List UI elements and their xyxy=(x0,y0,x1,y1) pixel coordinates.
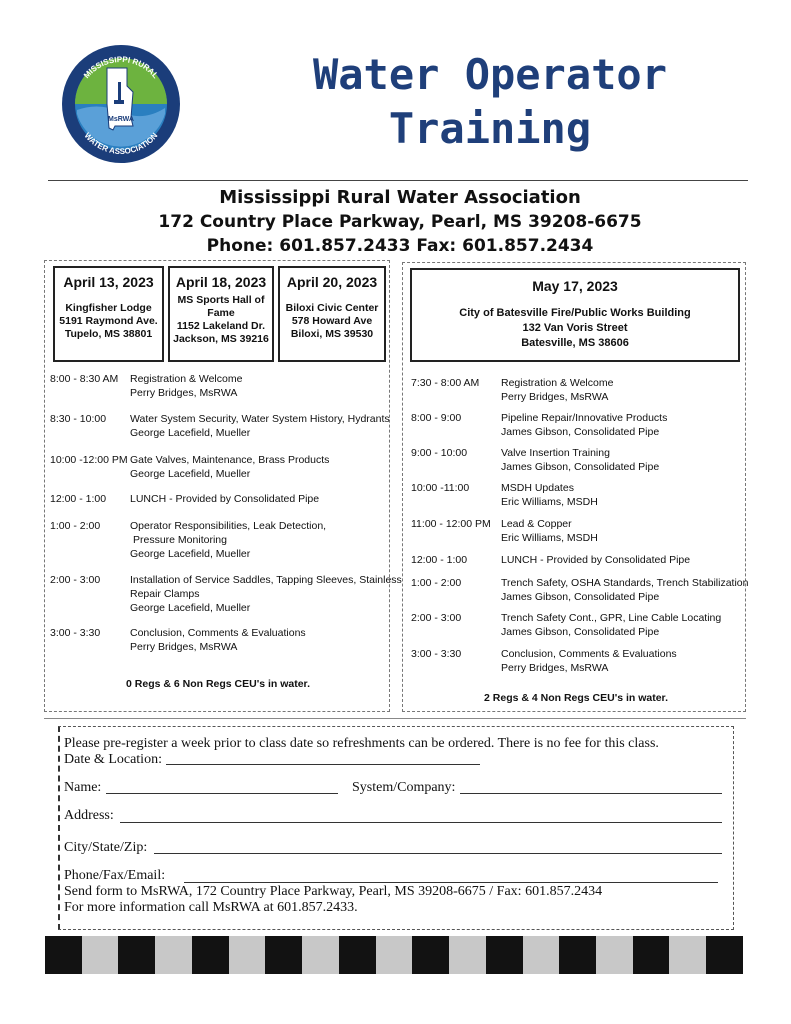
schedule-line: LUNCH - Provided by Consolidated Pipe xyxy=(501,554,691,566)
schedule-time: 9:00 - 10:00 xyxy=(411,447,468,459)
schedule-line: Perry Bridges, MsRWA xyxy=(130,641,238,653)
schedule-time: 11:00 - 12:00 PM xyxy=(411,518,491,530)
schedule-row xyxy=(411,576,749,603)
ceu-credits-left: 0 Regs & 6 Non Regs CEU's in water. xyxy=(126,678,310,690)
logo-top-text: MISSISSIPPI RURAL xyxy=(81,54,161,81)
schedule-description xyxy=(130,412,390,440)
schedule-line: James Gibson, Consolidated Pipe xyxy=(501,591,660,603)
schedule-description xyxy=(130,453,329,481)
venue-line: 132 Van Voris Street xyxy=(522,322,628,334)
decorative-checker-strip xyxy=(45,936,743,974)
schedule-description xyxy=(501,481,598,509)
schedule-time: 3:00 - 3:30 xyxy=(50,627,101,639)
schedule-description xyxy=(130,573,402,615)
schedule-line: Water System Security, Water System History, Hydrants xyxy=(130,413,390,425)
schedule-description xyxy=(130,626,306,654)
schedule-line: Pressure Monitoring xyxy=(133,534,227,546)
date-location-field[interactable] xyxy=(166,764,480,765)
system-company-label: System/Company: xyxy=(352,780,456,795)
schedule-row xyxy=(411,611,741,638)
schedule-description xyxy=(130,372,242,400)
session-date: May 17, 2023 xyxy=(532,278,618,294)
venue-line: Fame xyxy=(207,307,235,319)
schedule-description xyxy=(501,446,659,474)
session-date: April 20, 2023 xyxy=(286,274,378,290)
schedule-line: Perry Bridges, MsRWA xyxy=(501,662,609,674)
logo-bottom-text: WATER ASSOCIATION xyxy=(82,131,160,157)
schedule-line: Perry Bridges, MsRWA xyxy=(130,387,238,399)
schedule-row xyxy=(50,492,386,506)
schedule-description xyxy=(501,647,677,675)
name-label: Name: xyxy=(64,780,102,795)
organization-name: Mississippi Rural Water Association xyxy=(219,187,581,208)
venue-line: Kingfisher Lodge xyxy=(65,302,152,314)
schedule-line: James Gibson, Consolidated Pipe xyxy=(501,461,660,473)
schedule-row xyxy=(50,519,386,560)
schedule-time: 2:00 - 3:00 xyxy=(50,574,101,586)
schedule-line: Registration & Welcome xyxy=(130,373,243,385)
schedule-line: Installation of Service Saddles, Tapping Sleeves, Stainless xyxy=(130,574,402,586)
header-divider xyxy=(48,180,748,181)
venue-line: 578 Howard Ave xyxy=(291,315,373,327)
schedule-line: Eric Williams, MSDH xyxy=(501,496,598,508)
date-location-label: Date & Location: xyxy=(64,752,162,767)
schedule-description xyxy=(130,519,326,561)
name-field[interactable] xyxy=(106,793,338,794)
schedule-line: Operator Responsibilities, Leak Detection, xyxy=(130,520,327,532)
logo-badge-text: MsRWA xyxy=(108,116,134,123)
schedule-description xyxy=(130,492,319,506)
schedule-time: 12:00 - 1:00 xyxy=(50,493,107,505)
schedule-time: 7:30 - 8:00 AM xyxy=(411,377,480,389)
schedule-description xyxy=(501,517,598,545)
organization-address: 172 Country Place Parkway, Pearl, MS 39208-6675 xyxy=(158,212,642,232)
venue-line: Biloxi, MS 39530 xyxy=(290,328,374,340)
ceu-credits-right: 2 Regs & 4 Non Regs CEU's in water. xyxy=(484,692,668,704)
organization-info xyxy=(100,186,700,258)
schedule-time: 10:00 -12:00 PM xyxy=(50,454,128,466)
schedule-row xyxy=(50,412,390,439)
schedule-line: Lead & Copper xyxy=(501,518,572,530)
venue-line: Jackson, MS 39216 xyxy=(173,333,269,345)
contact-field[interactable] xyxy=(184,882,718,883)
schedule-line: Conclusion, Comments & Evaluations xyxy=(130,627,306,639)
schedule-line: Conclusion, Comments & Evaluations xyxy=(501,648,677,660)
form-divider xyxy=(44,718,746,719)
schedule-time: 8:00 - 8:30 AM xyxy=(50,373,119,385)
schedule-description xyxy=(501,576,748,604)
schedule-line: Gate Valves, Maintenance, Brass Products xyxy=(130,454,330,466)
schedule-row xyxy=(50,573,402,614)
schedule-line: James Gibson, Consolidated Pipe xyxy=(501,626,660,638)
schedule-row xyxy=(411,481,741,508)
schedule-line: Registration & Welcome xyxy=(501,377,614,389)
schedule-line: George Lacefield, Mueller xyxy=(130,602,251,614)
venue-line: MS Sports Hall of xyxy=(177,294,265,306)
venue-line: Tupelo, MS 38801 xyxy=(64,328,153,340)
schedule-line: Pipeline Repair/Innovative Products xyxy=(501,412,668,424)
city-state-zip-field[interactable] xyxy=(154,853,722,854)
address-field[interactable] xyxy=(120,822,722,823)
organization-phone-fax: Phone: 601.857.2433 Fax: 601.857.2434 xyxy=(206,236,594,256)
schedule-time: 8:30 - 10:00 xyxy=(50,413,107,425)
contact-label: Phone/Fax/Email: xyxy=(64,868,166,883)
schedule-row xyxy=(411,517,741,544)
schedule-line: George Lacefield, Mueller xyxy=(130,548,251,560)
title-line-1: Water Operator xyxy=(312,50,667,99)
city-state-zip-label: City/State/Zip: xyxy=(64,840,148,855)
schedule-row xyxy=(411,553,741,567)
date-box-may-17 xyxy=(410,268,740,362)
venue-line: Batesville, MS 38606 xyxy=(521,337,629,349)
schedule-time: 10:00 -11:00 xyxy=(411,482,470,494)
date-box-april-13 xyxy=(53,266,164,362)
title-line-2: Training xyxy=(388,104,592,153)
schedule-line: Perry Bridges, MsRWA xyxy=(501,391,609,403)
system-company-field[interactable] xyxy=(460,793,722,794)
venue-line: 5191 Raymond Ave. xyxy=(59,315,158,327)
msrwa-logo xyxy=(61,44,181,164)
page-title xyxy=(230,48,750,156)
schedule-row xyxy=(411,411,741,438)
schedule-line: Trench Safety Cont., GPR, Line Cable Locating xyxy=(501,612,722,624)
schedule-line: Valve Insertion Training xyxy=(501,447,610,459)
schedule-line: MSDH Updates xyxy=(501,482,574,494)
venue-line: 1152 Lakeland Dr. xyxy=(176,320,266,332)
registration-intro: Please pre-register a week prior to class date so refreshments can be ordered. There is no fee for this class. xyxy=(64,736,659,751)
address-label: Address: xyxy=(64,808,114,823)
schedule-row xyxy=(411,446,741,473)
schedule-description xyxy=(501,411,667,439)
schedule-time: 1:00 - 2:00 xyxy=(411,577,462,589)
schedule-line: LUNCH - Provided by Consolidated Pipe xyxy=(130,493,320,505)
logo-graphic xyxy=(61,44,181,164)
date-box-april-18 xyxy=(168,266,274,362)
schedule-row xyxy=(50,626,386,653)
schedule-time: 8:00 - 9:00 xyxy=(411,412,462,424)
venue-line: City of Batesville Fire/Public Works Building xyxy=(459,307,691,319)
more-info-line: For more information call MsRWA at 601.857.2433. xyxy=(64,900,358,915)
schedule-line: George Lacefield, Mueller xyxy=(130,427,251,439)
schedule-time: 2:00 - 3:00 xyxy=(411,612,462,624)
schedule-description xyxy=(501,376,613,404)
schedule-line: George Lacefield, Mueller xyxy=(130,468,251,480)
schedule-row xyxy=(411,647,741,674)
schedule-line: Trench Safety, OSHA Standards, Trench Stabilization xyxy=(501,577,749,589)
schedule-time: 1:00 - 2:00 xyxy=(50,520,101,532)
schedule-time: 12:00 - 1:00 xyxy=(411,554,468,566)
schedule-line: Repair Clamps xyxy=(130,588,200,600)
session-date: April 13, 2023 xyxy=(63,274,154,290)
schedule-row xyxy=(50,453,386,480)
schedule-line: James Gibson, Consolidated Pipe xyxy=(501,426,660,438)
schedule-row xyxy=(50,372,386,399)
schedule-time: 3:00 - 3:30 xyxy=(411,648,462,660)
venue-line: Biloxi Civic Center xyxy=(285,302,379,314)
schedule-description xyxy=(501,611,721,639)
send-form-instructions: Send form to MsRWA, 172 Country Place Parkway, Pearl, MS 39208-6675 / Fax: 601.857.2434 xyxy=(64,884,603,899)
session-date: April 18, 2023 xyxy=(175,274,267,290)
date-box-april-20 xyxy=(278,266,386,362)
schedule-description xyxy=(501,553,690,567)
schedule-row xyxy=(411,376,741,403)
schedule-line: Eric Williams, MSDH xyxy=(501,532,598,544)
